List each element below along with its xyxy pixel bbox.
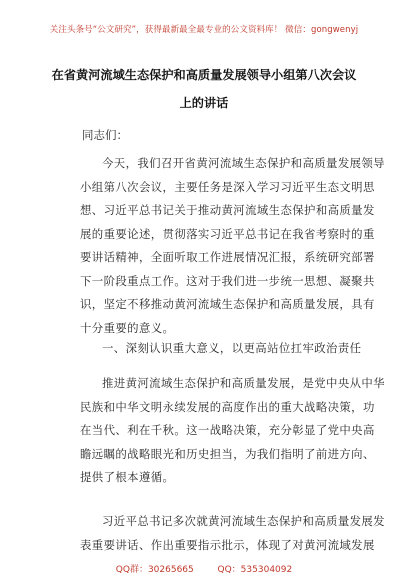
paragraph-line: 习近平总书记多次就黄河流域生态保护和高质量发展发 <box>102 514 385 528</box>
paragraph-line: 下一阶段重点工作。这对于我们进一步统一思想、凝聚共 <box>80 273 375 288</box>
paragraph-line: 要讲话精神，全面听取工作进展情况汇报，系统研究部署 <box>80 250 375 264</box>
footer-qq-number: QQ：535304092 <box>217 565 293 575</box>
paragraph-line: 今天，我们召开省黄河流域生态保护和高质量发展领导 <box>102 156 385 170</box>
salutation: 同志们： <box>82 128 128 142</box>
paragraph-line: 在当代、利在千秋。这一战略决策，充分彰显了党中央高 <box>80 423 375 437</box>
footer-contact <box>0 562 408 575</box>
header-banner: 关注头条号“公文研究”，获得最新最全最专业的公文资料库！ 微信：gongwenyj <box>49 25 359 35</box>
paragraph-1 <box>80 152 385 340</box>
paragraph-line: 瞻远瞩的战略眼光和历史担当，为我们指明了前进方向、 <box>80 446 375 461</box>
paragraph-line: 民族和中华文明永续发展的高度作出的重大战略决策，功 <box>80 399 375 414</box>
paragraph-line: 十分重要的意义。 <box>80 320 175 335</box>
paragraph-line: 想、习近平总书记关于推动黄河流域生态保护和高质量发 <box>80 203 375 217</box>
paragraph-line: 推进黄河流域生态保护和高质量发展，是党中央从中华 <box>102 376 385 390</box>
section-heading-1 <box>80 337 362 361</box>
document-title-line-2: 上的讲话 <box>179 96 229 110</box>
footer-qq-group: QQ群：30265665 <box>115 565 194 575</box>
section-heading-text: 一、深刻认识重大意义，以更高站位扛牢政治责任 <box>102 341 362 355</box>
paragraph-line: 小组第八次会议，主要任务是深入学习习近平生态文明思 <box>80 179 375 194</box>
paragraph-line: 识，坚定不移推动黄河流域生态保护和高质量发展，具有 <box>80 297 375 311</box>
paragraph-line: 表重要讲话、作出重要指示批示，体现了对黄河流域发展 <box>80 537 375 552</box>
paragraph-2 <box>80 372 385 490</box>
paragraph-line: 展的重要论述，贯彻落实习近平总书记在我省考察时的重 <box>80 226 375 241</box>
document-title-line-1: 在省黄河流域生态保护和高质量发展领导小组第八次会议 <box>51 68 357 82</box>
paragraph-3 <box>80 510 385 557</box>
paragraph-line: 提供了根本遵循。 <box>80 470 175 484</box>
